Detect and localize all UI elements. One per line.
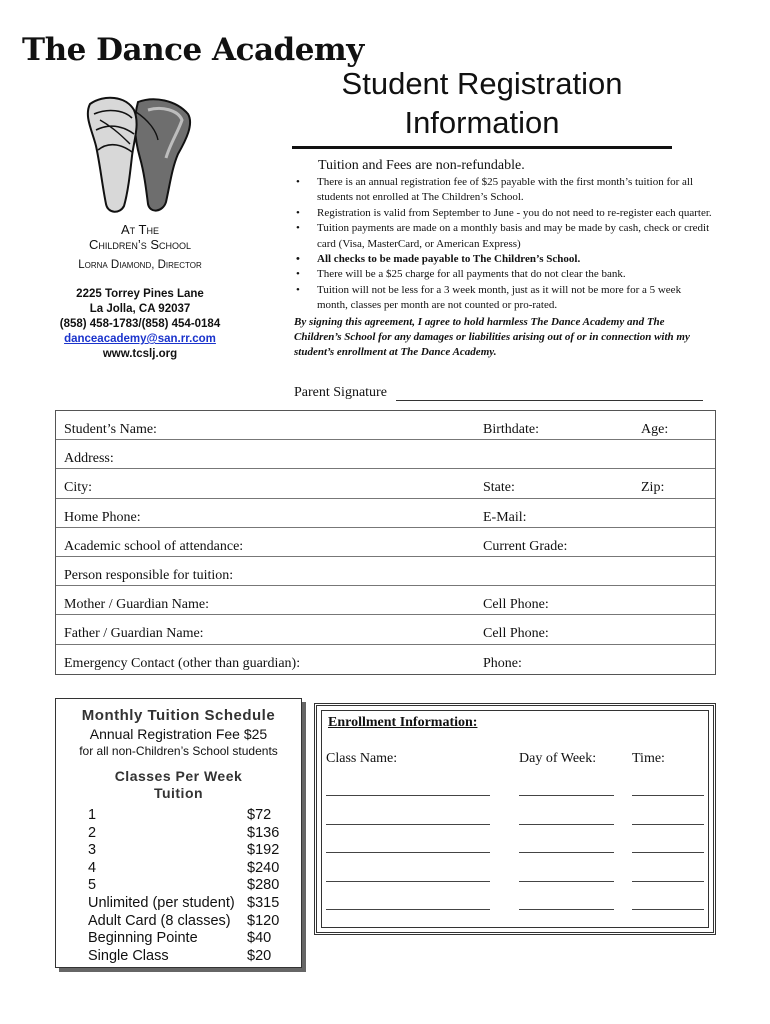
tuition-price: $192 [247,842,280,859]
form-label: Cell Phone: [483,626,549,642]
form-label: Phone: [483,655,522,671]
school-at-the: At The [121,222,159,237]
policy-info [294,157,714,361]
day-of-week-blank[interactable] [519,795,614,796]
tuition-classes: 3 [88,842,97,859]
form-label: E-Mail: [483,509,527,525]
class-name-blank[interactable] [326,795,490,796]
academy-title: The Dance Academy [22,32,364,68]
class-name-blank[interactable] [326,881,490,882]
col-class-name: Class Name: [326,751,398,766]
tuition-row [56,825,301,843]
form-label: Father / Guardian Name: [64,626,204,642]
school-phones: (858) 458-1783/(858) 454-0184 [59,318,221,330]
policy-item: • There is an annual registration fee of $25 payable with the first month’s tuition for all students not enrolled at The Children’s School. [294,175,714,206]
school-email-link[interactable]: danceacademy@san.rr.com [64,333,216,345]
form-label: Emergency Contact (other than guardian): [64,655,301,671]
time-blank[interactable] [632,881,704,882]
subheading-line1: Classes Per Week [114,768,243,784]
tuition-row [56,842,301,860]
tuition-title: Monthly Tuition Schedule [81,707,276,724]
school-address-line1: 2225 Torrey Pines Lane [76,288,204,300]
enrollment-box [314,703,716,935]
policy-item: • All checks to be made payable to The Children’s School. [294,252,714,267]
tuition-classes: Beginning Pointe [88,930,198,947]
day-of-week-blank[interactable] [519,881,614,882]
tuition-row [56,895,301,913]
tuition-schedule-box [55,698,302,968]
col-time: Time: [632,751,665,766]
tuition-classes: 2 [88,824,97,841]
time-blank[interactable] [632,909,704,910]
subheading-line2: Tuition [153,785,204,801]
form-label: Mother / Guardian Name: [64,597,210,613]
day-of-week-blank[interactable] [519,824,614,825]
tuition-row [56,913,301,931]
form-row[interactable] [56,528,715,557]
form-label: Age: [641,422,669,437]
tuition-row [56,807,301,825]
class-name-blank[interactable] [326,824,490,825]
liability-agreement: By signing this agreement, I agree to hold harmless The Dance Academy and The Children’s School for any damages or liabilities arising out of or in connection with my student’s enrollment at The Dance Academy. [294,315,690,359]
policy-list [294,175,714,314]
tuition-rows [56,807,301,965]
form-label: Academic school of attendance: [64,538,244,554]
tuition-row [56,877,301,895]
class-name-blank[interactable] [326,909,490,910]
school-name: Children’s School [88,237,192,252]
tuition-row [56,930,301,948]
tuition-price: $280 [247,877,280,894]
day-of-week-blank[interactable] [519,852,614,853]
tuition-price: $315 [247,894,280,911]
tuition-classes: Adult Card (8 classes) [88,912,231,929]
tuition-price: $20 [247,947,272,964]
form-label: Birthdate: [483,422,539,437]
policy-item: • Registration is valid from September to June - you do not need to re-register each quarter. [294,206,714,221]
enrollment-inner [321,710,709,928]
registration-fee: Annual Registration Fee $25 [89,726,268,742]
title-divider [292,146,672,149]
time-blank[interactable] [632,824,704,825]
ballet-shoes-illustration [78,80,198,215]
form-row[interactable] [56,645,715,674]
signature-label: Parent Signature [294,385,387,400]
registration-fee-note: for all non-Children’s School students [79,744,278,758]
school-website: www.tcslj.org [102,348,178,360]
col-day-of-week: Day of Week: [519,751,597,766]
school-director: Lorna Diamond, Director [78,259,202,271]
classes-per-week-heading [56,768,301,802]
form-label: Address: [64,451,114,467]
day-of-week-blank[interactable] [519,909,614,910]
form-row[interactable] [56,469,715,498]
tuition-classes: 4 [88,859,97,876]
tuition-price: $136 [247,824,280,841]
form-label: Cell Phone: [483,597,549,613]
tuition-price: $240 [247,859,280,876]
form-title: Student Registration Information [341,66,623,140]
tuition-row [56,948,301,966]
form-label: City: [64,480,93,496]
form-label: State: [483,480,515,496]
class-name-blank[interactable] [326,852,490,853]
form-label: Home Phone: [64,509,141,525]
policy-item: • There will be a $25 charge for all payments that do not clear the bank. [294,267,714,282]
tuition-row [56,860,301,878]
tuition-price: $40 [247,930,272,947]
tuition-price: $120 [247,912,280,929]
tuition-classes: 1 [88,807,97,823]
tuition-classes: Unlimited (per student) [88,894,235,911]
form-row[interactable] [56,557,715,586]
form-label: Person responsible for tuition: [64,567,234,583]
school-address-line2: La Jolla, CA 92037 [89,303,191,315]
signature-field[interactable] [396,400,703,401]
form-label: Current Grade: [483,538,568,554]
student-form-table [55,410,716,675]
tuition-classes: 5 [88,877,97,894]
policy-item: • Tuition will not be less for a 3 week month, just as it will not be more for a 5 week month, classes per month are not counted or pro-rated. [294,283,714,314]
form-label: Student’s Name: [64,422,157,437]
shoe-back [135,99,190,210]
form-row[interactable] [56,615,715,644]
form-row[interactable] [56,411,715,440]
form-row[interactable] [56,440,715,469]
time-blank[interactable] [632,795,704,796]
tuition-classes: Single Class [88,947,169,964]
enrollment-title: Enrollment Information: [328,715,478,730]
form-row[interactable] [56,586,715,615]
tuition-price: $72 [247,807,272,823]
time-blank[interactable] [632,852,704,853]
form-row[interactable] [56,499,715,528]
policy-heading: Tuition and Fees are non-refundable. [318,158,525,173]
form-label: Zip: [641,480,665,496]
policy-item: • Tuition payments are made on a monthly basis and may be made by cash, check or credit card (Visa, MasterCard, or American Express) [294,221,714,252]
school-info [40,222,240,362]
